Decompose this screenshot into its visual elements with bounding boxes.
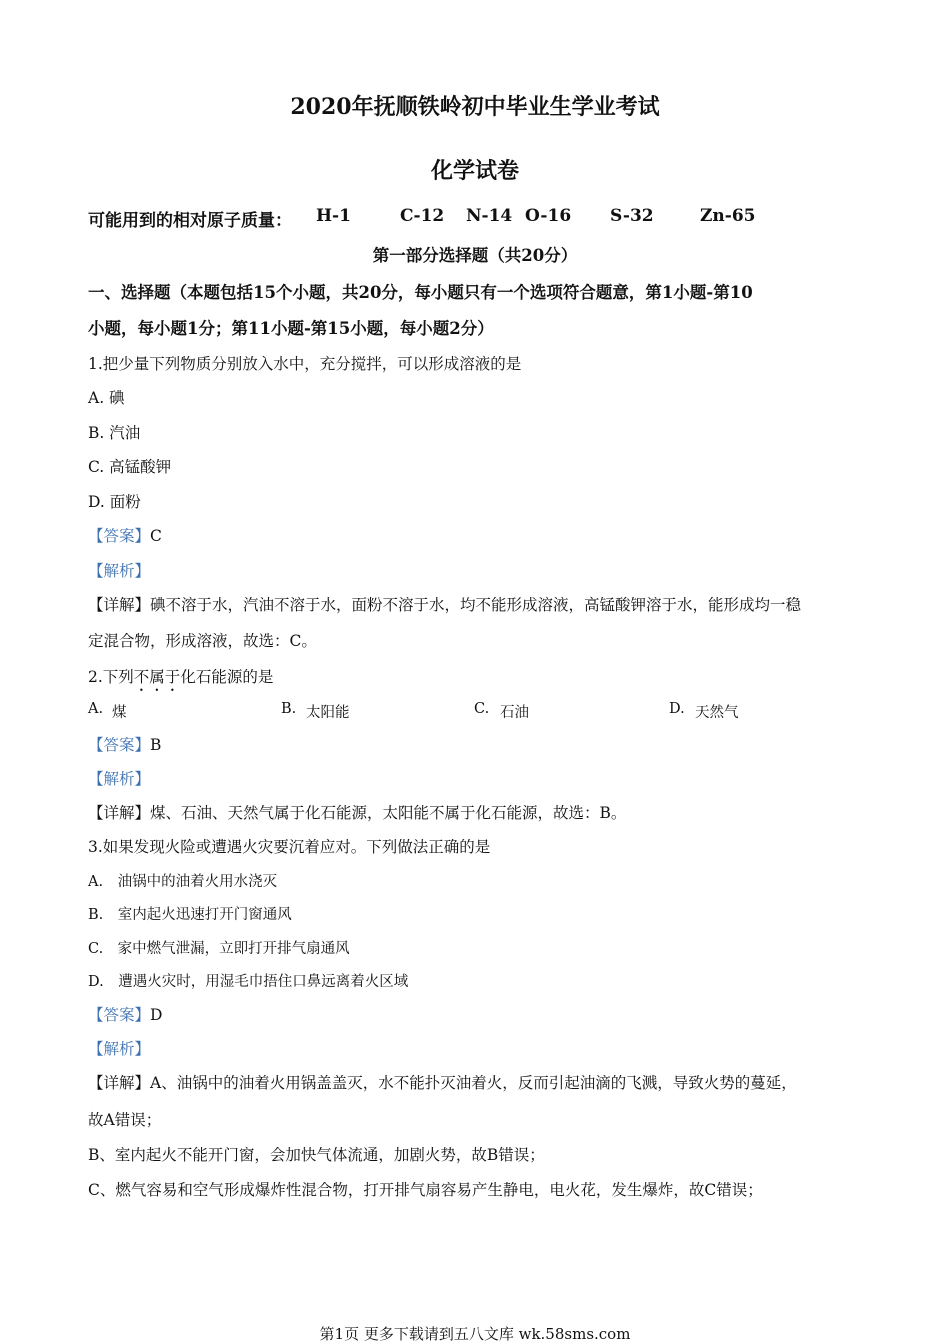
question-3-option-b: B. 室内起火迅速打开门窗通风 [88,907,292,923]
atomic-mass-item: H-1 [316,206,351,226]
answer-value: D [150,1006,163,1024]
option-letter: C. [474,701,490,717]
detail-tag: 【详解】 [88,1074,151,1092]
atomic-mass-item: C-12 [400,206,445,226]
atomic-mass-item: Zn-65 [700,206,756,226]
atomic-mass-label: 可能用到的相对原子质量： [88,211,292,231]
option-text: 煤 [112,705,127,721]
question-2-detail-line-1 [88,801,626,823]
option-text: 太阳能 [306,705,350,721]
question-3-analysis-tag: 【解析】 [88,1040,151,1058]
answer-tag: 【答案】 [88,736,151,754]
answer-value: B [150,736,162,754]
question-1-option-c: C. 高锰酸钾 [88,458,172,476]
atomic-mass-item: O-16 [525,206,572,226]
question-3-detail-line-4: C、燃气容易和空气形成爆炸性混合物，打开排气扇容易产生静电，电火花，发生爆炸，故C错误； [88,1181,763,1199]
question-3-detail-line-3: B、室内起火不能开门窗，会加快气体流通，加剧火势，故B错误； [88,1146,545,1164]
stem-text: 2.下列 [88,668,134,686]
question-3-option-a: A. 油锅中的油着火用水浇灭 [88,874,278,890]
exam-title: 2020年抚顺铁岭初中毕业生学业考试 [290,94,660,120]
question-3-detail-line-2: 故A错误； [88,1111,162,1129]
option-text: 天然气 [695,705,739,721]
answer-tag: 【答案】 [88,1006,151,1024]
question-1-detail-line-2: 定混合物，形成溶液，故选：C。 [88,632,317,650]
option-letter: A. [88,701,104,717]
detail-text: A、油锅中的油着火用锅盖盖灭，水不能扑灭油着火，反而引起油滴的飞溅，导致火势的蔓延， [150,1074,797,1092]
part-heading: 第一部分选择题（共20分） [372,246,578,265]
question-2-analysis-tag: 【解析】 [88,770,151,788]
question-3-stem: 3.如果发现火险或遭遇火灾要沉着应对。下列做法正确的是 [88,838,491,856]
page-footer: 第1页 更多下载请到五八文库 wk.58sms.com [319,1325,631,1343]
question-1-option-d: D. 面粉 [88,493,141,511]
question-1-analysis-tag: 【解析】 [88,562,151,580]
option-letter: D. [669,701,685,717]
atomic-mass-item: N-14 [466,206,513,226]
section-heading-line-1: 一、选择题（本题包括15个小题，共20分，每小题只有一个选项符合题意，第1小题-第10 [88,283,753,302]
detail-tag: 【详解】 [88,804,151,822]
exam-subtitle: 化学试卷 [430,158,519,184]
question-3-option-d: D. 遭遇火灾时，用湿毛巾捂住口鼻远离着火区域 [88,974,409,990]
question-3-answer [88,1003,162,1025]
question-1-stem: 1.把少量下列物质分别放入水中，充分搅拌，可以形成溶液的是 [88,355,522,373]
detail-tag: 【详解】 [88,596,151,614]
question-1-detail-line-1 [88,593,801,615]
question-3-detail-line-1 [88,1071,797,1093]
question-1-option-b: B. 汽油 [88,424,141,442]
question-3-option-c: C. 家中燃气泄漏，立即打开排气扇通风 [88,941,350,957]
question-2-stem [88,665,273,695]
section-heading-line-2: 小题，每小题1分；第11小题-第15小题，每小题2分） [88,319,494,338]
question-1-option-a: A. 碘 [88,389,125,407]
stem-text: 化石能源的是 [180,668,274,686]
question-1-answer [88,524,162,546]
detail-text: 碘不溶于水，汽油不溶于水，面粉不溶于水，均不能形成溶液，高锰酸钾溶于水，能形成均一稳 [150,596,802,614]
atomic-mass-item: S-32 [610,206,654,226]
option-letter: B. [281,701,297,717]
option-text: 石油 [500,705,529,721]
question-2-answer [88,733,161,755]
emphasized-text: 不属于 [133,668,181,686]
answer-tag: 【答案】 [88,527,151,545]
detail-text: 煤、石油、天然气属于化石能源，太阳能不属于化石能源，故选：B。 [150,804,627,822]
answer-value: C [150,527,162,545]
